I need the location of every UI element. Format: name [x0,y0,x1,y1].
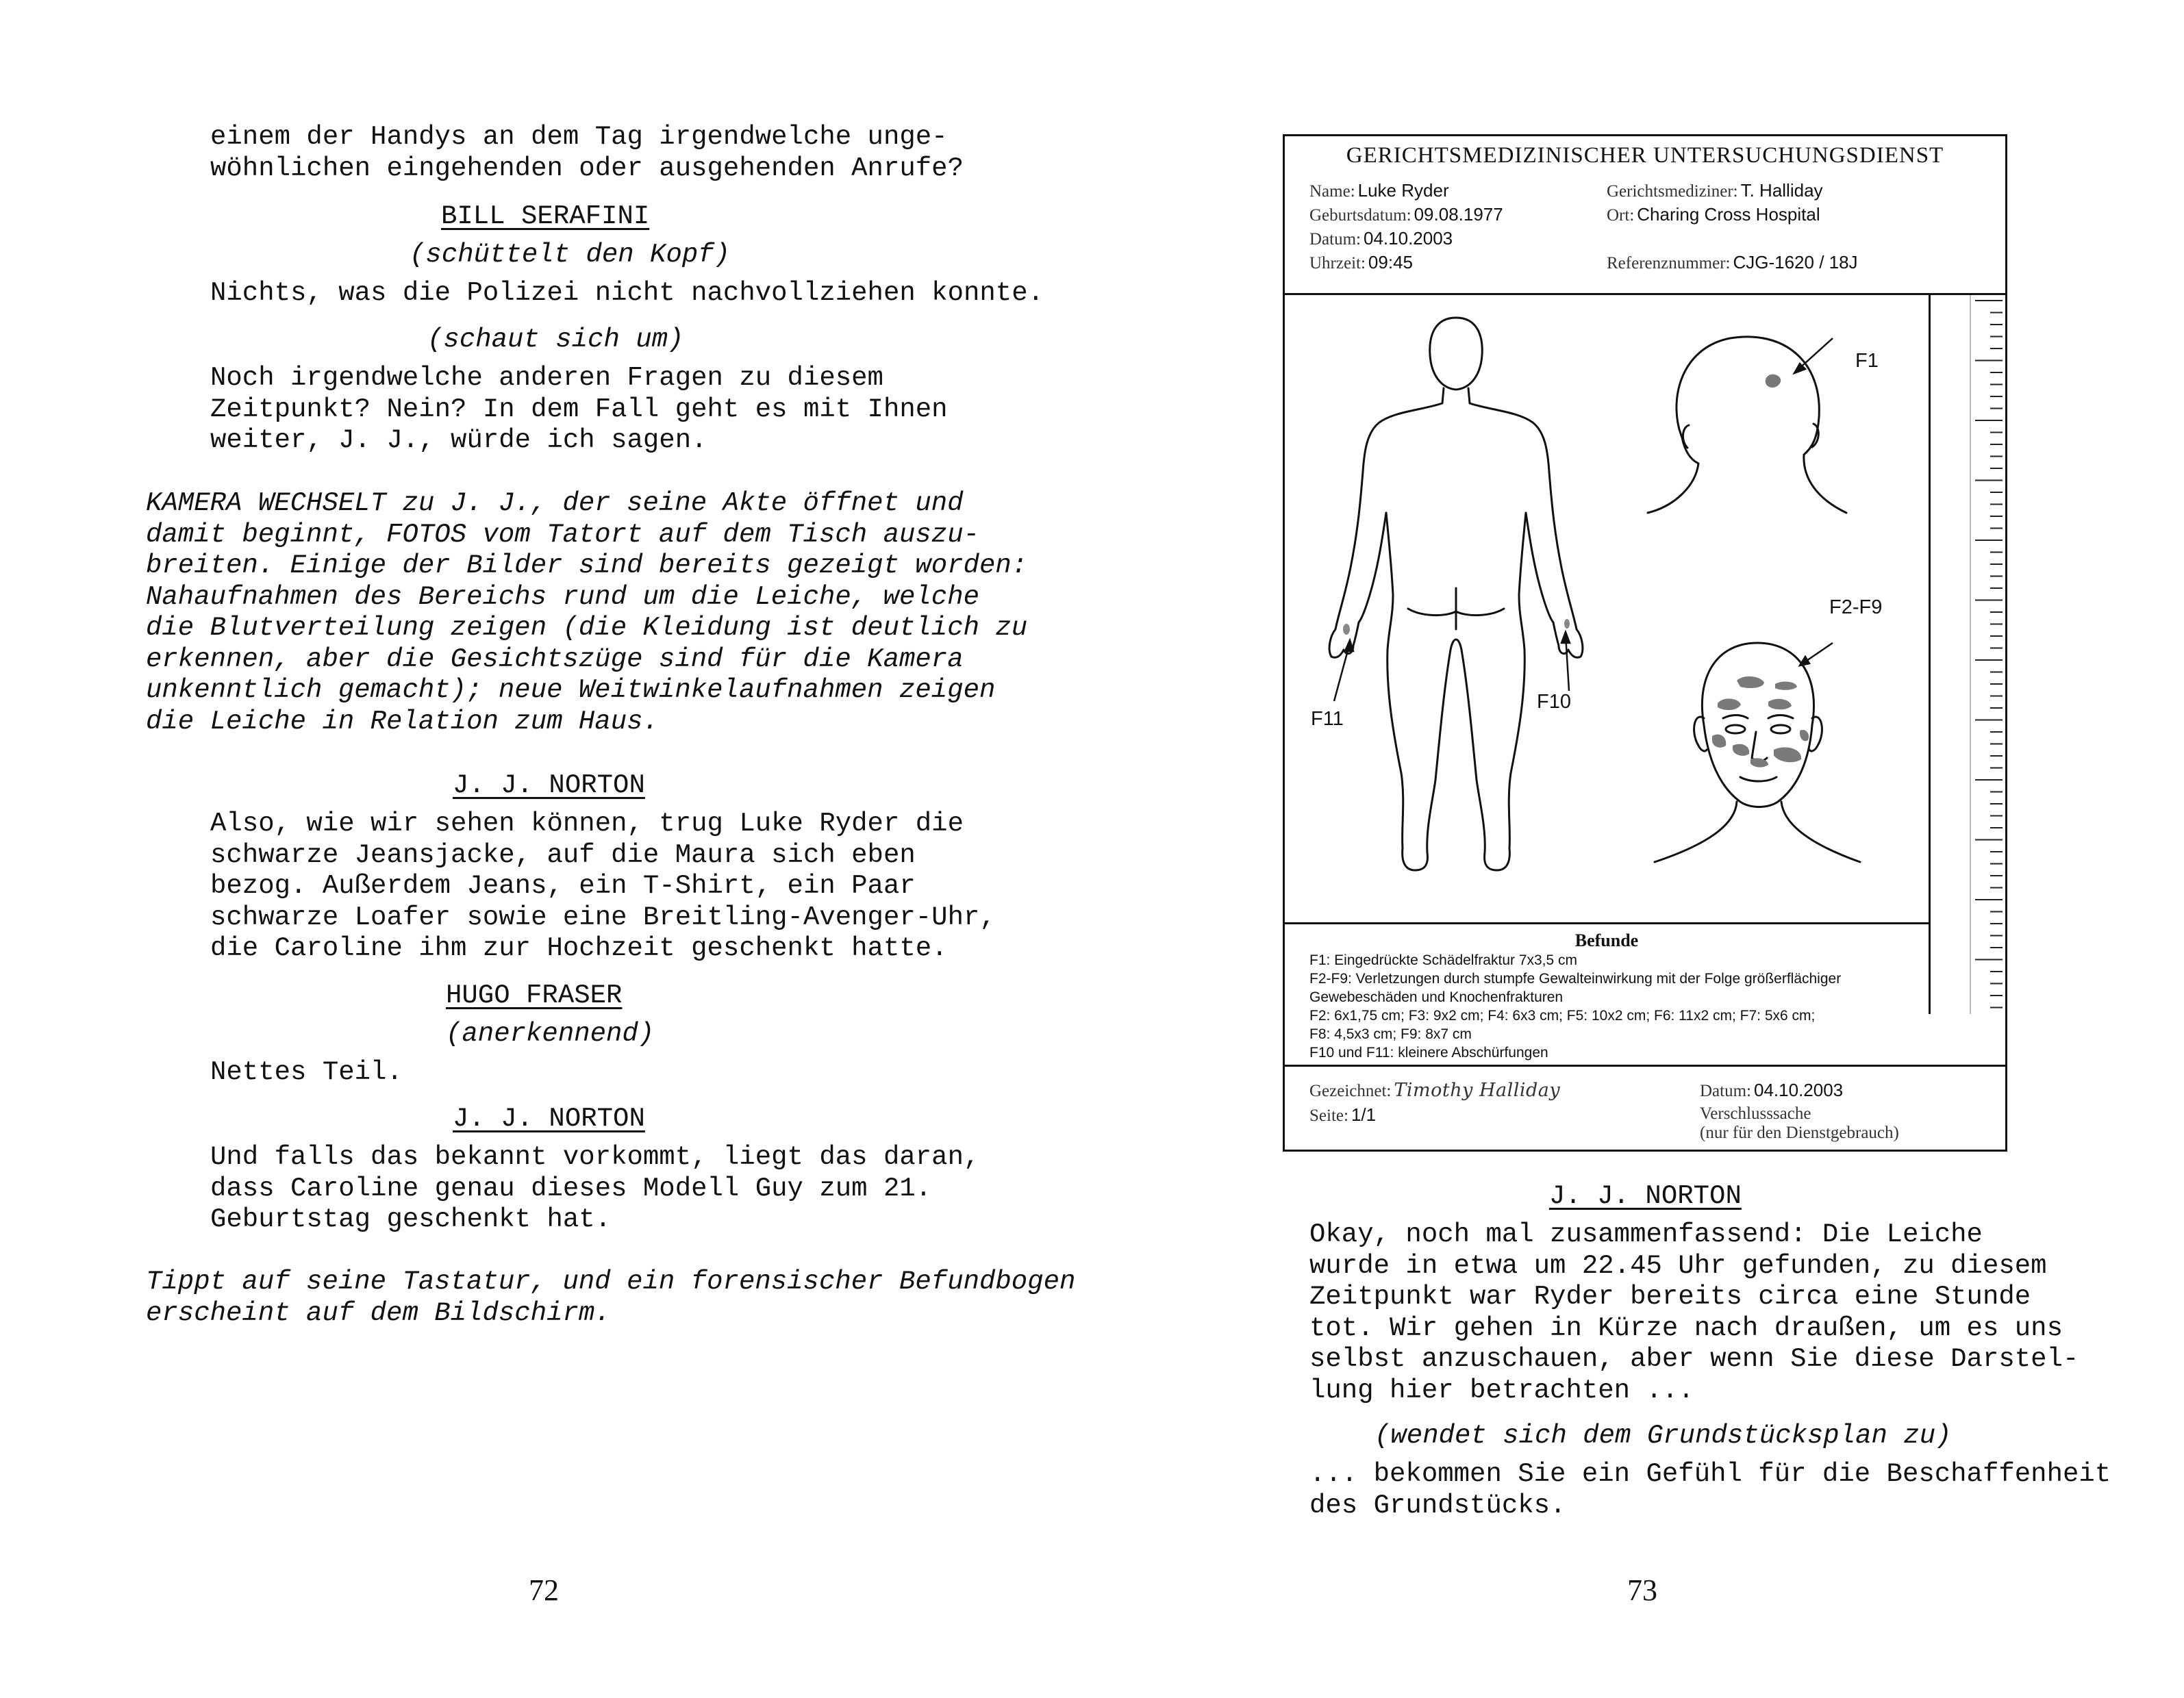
text-line: schwarze Loafer sowie eine Breitling-Avenger-Uhr, [210,902,996,933]
speaker-name: J. J. NORTON [1549,1181,1742,1211]
field-label: Gerichtsmediziner: [1607,182,1738,201]
text-line: erscheint auf dem Bildschirm. [146,1297,611,1328]
text-line: damit beginnt, FOTOS vom Tatort auf dem Tisch auszu- [146,519,979,550]
text-line: unkenntlich gemacht); neue Weitwinkelaufnahmen zeigen [146,675,996,705]
field-label: Datum: [1700,1082,1751,1100]
dialogue-paragraph [210,278,1044,309]
text-line: wöhnlichen eingehenden oder ausgehenden Anrufe? [210,153,964,183]
text-line: Nettes Teil. [210,1057,403,1087]
classification-note: (nur für den Dienstgebrauch) [1700,1124,1899,1142]
text-line: Noch irgendwelche anderen Fragen zu diesem [210,363,883,393]
dialogue-paragraph [1309,1219,2079,1406]
text-line: Also, wie wir sehen können, trug Luke Ryder die [210,809,964,839]
finding-line: Gewebeschäden und Knochenfrakturen [1309,989,1564,1005]
parenthetical: (schaut sich um) [427,325,684,355]
label-f1: F1 [1855,350,1879,372]
finding-line: F1: Eingedrückte Schädelfraktur 7x3,5 cm [1309,952,1578,968]
text-line: schwarze Jeansjacke, auf die Maura sich eben [210,839,916,870]
speaker-name: BILL SERAFINI [441,201,650,231]
text-line: einem der Handys an dem Tag irgendwelche unge- [210,122,948,152]
field-label: Uhrzeit: [1309,254,1366,273]
field-label: Geburtsdatum: [1309,206,1411,225]
field-label: Referenznummer: [1607,254,1731,273]
text-line: dass Caroline genau dieses Modell Guy zum 21. [210,1173,932,1204]
speaker-name: J. J. NORTON [453,770,645,800]
text-line: lung hier betrachten ... [1309,1375,1694,1406]
action-paragraph [146,488,1027,737]
page-number: 72 [529,1573,559,1607]
field-value: Luke Ryder [1357,180,1449,201]
form-title: GERICHTSMEDIZINISCHER UNTERSUCHUNGSDIENST [1346,143,1944,168]
text-line: Nichts, was die Polizei nicht nachvollziehen konnte. [210,278,1044,308]
field-label: Name: [1309,182,1355,201]
text-line: des Grundstücks. [1309,1490,1566,1521]
dialogue-paragraph [210,122,964,184]
label-f10: F10 [1537,691,1571,713]
text-line: Okay, noch mal zusammenfassend: Die Leiche [1309,1219,1983,1250]
dialogue-paragraph [1309,1459,2111,1521]
field-value: 04.10.2003 [1364,228,1453,249]
field-label: Gezeichnet: [1309,1082,1392,1100]
text-line: selbst anzuschauen, aber wenn Sie diese Darstel- [1309,1344,2079,1374]
findings-title: Befunde [1574,930,1639,950]
parenthetical: (schüttelt den Kopf) [410,240,731,270]
page-number: 73 [1627,1573,1657,1607]
field-value: CJG-1620 / 18J [1733,252,1858,273]
field-value: Charing Cross Hospital [1637,204,1820,225]
dialogue-paragraph [210,1057,403,1089]
right-page [1092,0,2184,1698]
field-label: Seite: [1309,1106,1348,1125]
text-line: breiten. Einige der Bilder sind bereits gezeigt worden: [146,550,1028,581]
text-line: bezog. Außerdem Jeans, ein T-Shirt, ein Paar [210,871,916,901]
text-line: erkennen, aber die Gesichtszüge sind für die Kamera [146,644,964,674]
text-line: wurde in etwa um 22.45 Uhr gefunden, zu diesem [1309,1250,2047,1281]
text-line: Zeitpunkt war Ryder bereits circa eine Stunde [1309,1282,2031,1312]
finding-line: F2: 6x1,75 cm; F3: 9x2 cm; F4: 6x3 cm; F5: 10x2 cm; F6: 11x2 cm; F7: 5x6 cm; [1309,1008,1816,1024]
speaker-name: HUGO FRASER [446,980,623,1011]
finding-line: F8: 4,5x3 cm; F9: 8x7 cm [1309,1026,1472,1042]
text-line: ... bekommen Sie ein Gefühl für die Beschaffenheit [1309,1459,2111,1489]
dialogue-paragraph [210,363,948,457]
action-paragraph [146,1267,1075,1329]
field-label: Ort: [1607,206,1635,225]
text-line: die Blutverteilung zeigen (die Kleidung ist deutlich zu [146,613,1028,643]
parenthetical: (anerkennend) [446,1019,655,1049]
field-label: Datum: [1309,230,1361,249]
label-f11: F11 [1311,708,1344,730]
field-value: T. Halliday [1740,180,1823,201]
text-line: KAMERA WECHSELT zu J. J., der seine Akte öffnet und [146,488,964,518]
text-line: Geburtstag geschenkt hat. [210,1204,612,1234]
speaker-name: J. J. NORTON [453,1104,645,1134]
text-line: tot. Wir gehen in Kürze nach draußen, um es uns [1309,1313,2063,1343]
text-line: die Caroline ihm zur Hochzeit geschenkt hatte. [210,933,948,963]
text-line: Tippt auf seine Tastatur, und ein forensischer Befundbogen [146,1267,1076,1297]
field-value: 04.10.2003 [1754,1080,1844,1100]
text-line: die Leiche in Relation zum Haus. [146,706,659,737]
dialogue-paragraph [210,1142,979,1236]
field-value: 09.08.1977 [1414,204,1503,225]
text-line: Und falls das bekannt vorkommt, liegt das daran, [210,1142,980,1172]
signature: Timothy Halliday [1394,1080,1561,1101]
classification: Verschlusssache [1700,1104,1811,1123]
finding-line: F2-F9: Verletzungen durch stumpfe Gewalteinwirkung mit der Folge größerflächiger [1309,971,1842,987]
parenthetical: (wendet sich dem Grundstücksplan zu) [1375,1421,1952,1451]
field-value: 1/1 [1351,1104,1377,1125]
field-value: 09:45 [1368,252,1413,273]
text-line: Nahaufnahmen des Bereichs rund um die Leiche, welche [146,581,979,612]
text-line: weiter, J. J., würde ich sagen. [210,425,707,455]
text-line: Zeitpunkt? Nein? In dem Fall geht es mit Ihnen [210,394,948,424]
finding-line: F10 und F11: kleinere Abschürfungen [1309,1045,1548,1061]
label-f2-f9: F2-F9 [1829,596,1883,618]
dialogue-paragraph [210,809,996,965]
